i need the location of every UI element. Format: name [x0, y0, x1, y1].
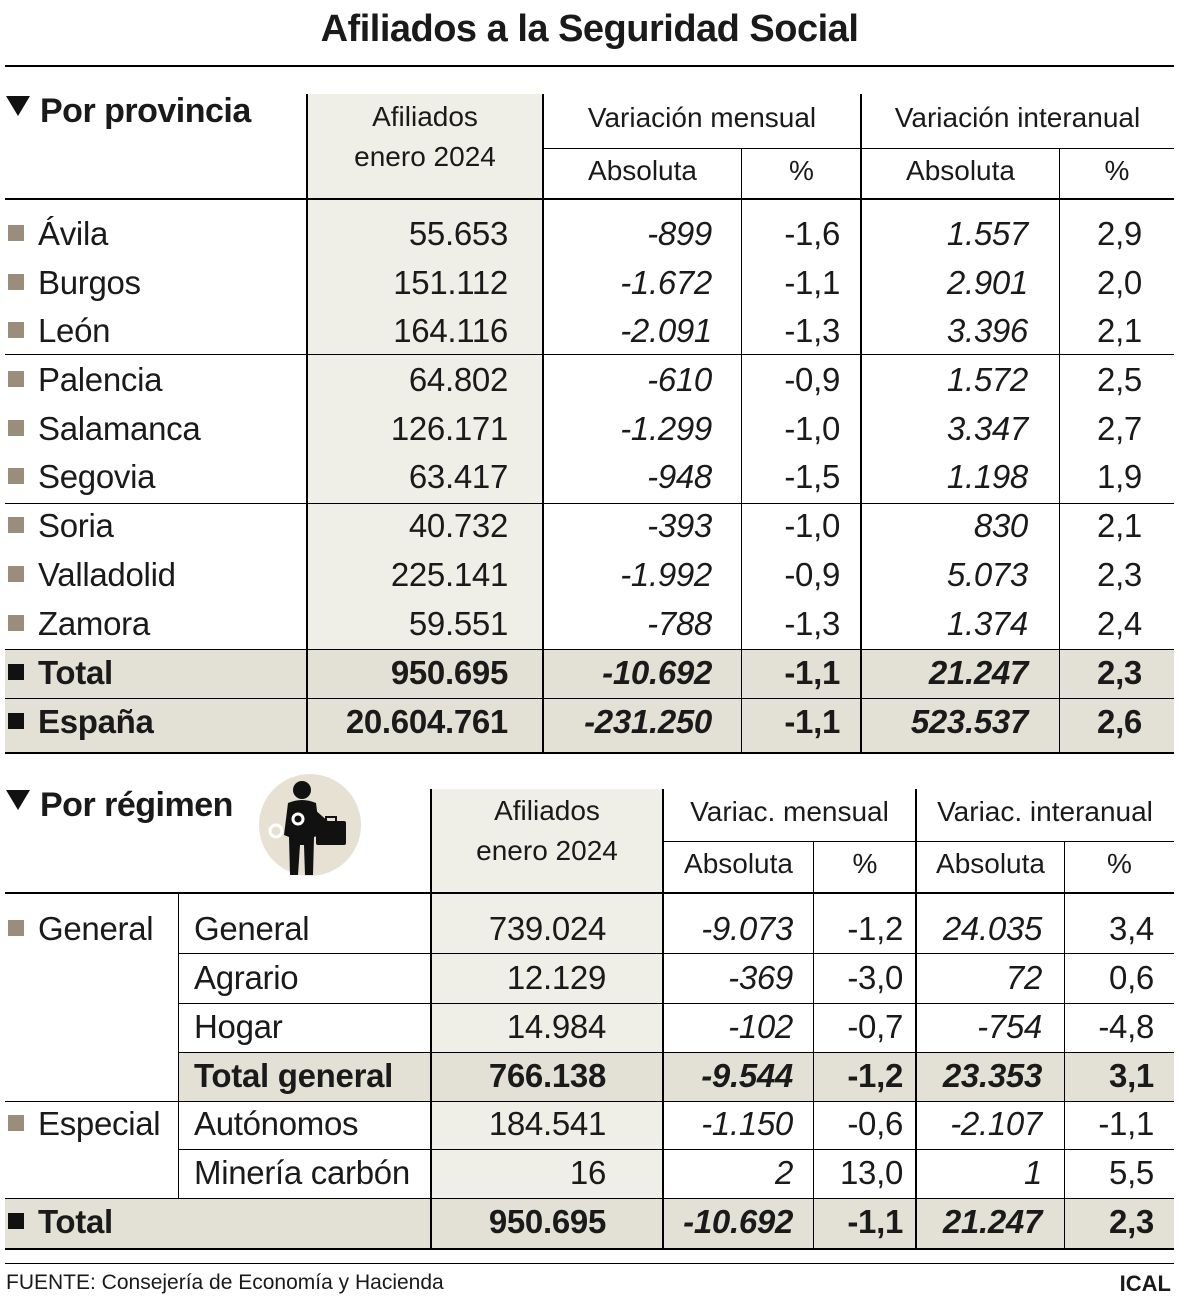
cell-mens_abs: -102 [728, 1008, 793, 1045]
column-rule [741, 148, 742, 753]
cell-afiliados: 40.732 [408, 507, 508, 544]
regime-name: Total general [194, 1057, 394, 1094]
cell-inter_pct: -4,8 [1098, 1008, 1154, 1045]
column-rule [430, 789, 432, 1249]
cell-inter_abs: 24.035 [942, 910, 1042, 947]
cell-inter_pct: 5,5 [1109, 1154, 1154, 1191]
page-title: Afiliados a la Seguridad Social [320, 8, 859, 50]
table-bottom-rule [5, 1248, 1174, 1250]
footer-rule [5, 1263, 1174, 1264]
triangle-down-icon [6, 790, 30, 810]
column-rule [306, 94, 308, 753]
cell-inter_pct: 2,0 [1097, 264, 1142, 301]
cell-mens_abs: -393 [647, 507, 712, 544]
header-pct-mensual: % [789, 155, 814, 186]
row-label [8, 1100, 160, 1148]
cell-inter_pct: 2,1 [1097, 312, 1142, 349]
cell-afiliados: 225.141 [390, 556, 508, 593]
cell-mens_abs: -1.299 [620, 410, 712, 447]
triangle-down-icon [6, 96, 30, 116]
cell-mens_pct: -1,2 [847, 910, 903, 947]
row-label [8, 210, 108, 258]
header-bottom-rule [5, 198, 1174, 200]
cell-mens_abs: -1.150 [701, 1105, 793, 1142]
row-label-text: Total [38, 1203, 113, 1240]
cell-inter_abs: 830 [973, 507, 1028, 544]
square-bullet-icon [8, 566, 24, 582]
row-label [8, 600, 150, 648]
regime-name: Hogar [194, 1008, 283, 1045]
cell-inter_pct: 2,9 [1097, 215, 1142, 252]
cell-mens_pct: -1,2 [847, 1057, 903, 1094]
cell-afiliados: 16 [569, 1154, 606, 1191]
header-abs-interanual: Absoluta [906, 155, 1015, 186]
header-var-mensual: Variac. mensual [690, 796, 889, 827]
row-label-text: Salamanca [38, 410, 201, 447]
cell-afiliados: 59.551 [408, 605, 508, 642]
cell-inter_abs: 5.073 [946, 556, 1028, 593]
row-label-text: Ávila [38, 215, 109, 252]
row-label-text: León [38, 312, 111, 349]
total-afiliados: 20.604.761 [345, 703, 508, 740]
cell-afiliados: 12.129 [506, 959, 606, 996]
cell-afiliados: 126.171 [390, 410, 508, 447]
cell-mens_pct: -0,9 [784, 361, 840, 398]
cell-inter_pct: 2,5 [1097, 361, 1142, 398]
row-label [8, 1198, 113, 1246]
cell-mens_pct: -1,3 [784, 312, 840, 349]
cell-inter_abs: 1.557 [946, 215, 1028, 252]
column-rule [1064, 841, 1065, 1249]
cell-inter_abs: 1.374 [946, 605, 1028, 642]
row-label [8, 698, 154, 746]
row-label-text: Especial [38, 1105, 161, 1142]
row-label [8, 307, 110, 355]
cell-afiliados: 164.116 [393, 312, 508, 349]
cell-inter_pct: 3,1 [1109, 1057, 1154, 1094]
row-label [8, 259, 141, 307]
cell-mens_abs: 2 [774, 1154, 793, 1191]
header-abs-mensual: Absoluta [684, 848, 793, 879]
table-bottom-rule [5, 752, 1174, 754]
cell-mens_abs: -9.544 [701, 1057, 793, 1094]
cell-mens_pct: -1,0 [784, 410, 840, 447]
header-var-interanual: Variac. interanual [937, 796, 1153, 827]
total-inter_pct: 2,6 [1097, 703, 1142, 740]
row-label-text: España [38, 703, 154, 740]
header-divider [543, 148, 1174, 149]
regime-name: Minería carbón [194, 1154, 410, 1191]
cell-mens_pct: -1,5 [784, 458, 840, 495]
column-rule [178, 893, 179, 1198]
cell-inter_pct: 2,3 [1097, 556, 1142, 593]
column-rule [813, 841, 814, 1249]
total-inter_abs: 21.247 [928, 654, 1028, 691]
cell-mens_pct: -0,7 [847, 1008, 903, 1045]
cell-afiliados: 55.653 [408, 215, 508, 252]
title-rule [5, 65, 1174, 67]
header-pct-mensual: % [852, 848, 878, 879]
cell-mens_abs: -788 [647, 605, 712, 642]
cell-mens_abs: -369 [728, 959, 793, 996]
square-bullet-icon [8, 664, 24, 680]
header-var-mensual: Variación mensual [587, 102, 817, 133]
row-label-text: Palencia [38, 361, 163, 398]
cell-inter_abs: 23.353 [942, 1057, 1042, 1094]
cell-afiliados: 739.024 [488, 910, 606, 947]
cell-mens_abs: -1.992 [620, 556, 712, 593]
row-label [8, 502, 114, 550]
square-bullet-icon [8, 322, 24, 338]
cell-inter_abs: 1.572 [946, 361, 1028, 398]
section-title-regimen: Por régimen [6, 786, 233, 825]
cell-mens_pct: -1,3 [784, 605, 840, 642]
square-bullet-icon [8, 920, 24, 936]
total-inter_pct: 2,3 [1097, 654, 1142, 691]
header-afiliados: Afiliados enero 2024 [354, 101, 496, 172]
square-bullet-icon [8, 1213, 24, 1229]
square-bullet-icon [8, 274, 24, 290]
cell-mens_pct: -0,6 [847, 1105, 903, 1142]
cell-afiliados: 64.802 [408, 361, 508, 398]
cell-inter_pct: 2,1 [1097, 507, 1142, 544]
regime-name: Autónomos [194, 1105, 359, 1142]
cell-inter_abs: 3.347 [946, 410, 1028, 447]
cell-mens_abs: -1.672 [620, 264, 712, 301]
agency-brand: ICAL [1119, 1271, 1171, 1296]
row-label-text: Soria [38, 507, 114, 544]
total-afiliados: 950.695 [390, 654, 508, 691]
cell-mens_pct: -1,1 [784, 264, 840, 301]
header-abs-interanual: Absoluta [936, 848, 1045, 879]
header-abs-mensual: Absoluta [588, 155, 697, 186]
cell-inter_pct: -1,1 [1098, 1105, 1154, 1142]
cell-mens_pct: -0,9 [784, 556, 840, 593]
row-label [8, 405, 200, 453]
cell-afiliados: 63.417 [408, 458, 508, 495]
total-inter_pct: 2,3 [1109, 1203, 1154, 1240]
cell-mens_abs: -9.073 [701, 910, 793, 947]
header-pct-interanual: % [1107, 848, 1132, 879]
total-inter_abs: 21.247 [942, 1203, 1042, 1240]
total-mens_abs: -10.692 [602, 654, 712, 691]
column-rule [915, 789, 917, 1249]
cell-inter_abs: 72 [1005, 959, 1042, 996]
regime-name: Agrario [194, 959, 299, 996]
total-mens_abs: -10.692 [683, 1203, 793, 1240]
square-bullet-icon [8, 1115, 24, 1131]
square-bullet-icon [8, 713, 24, 729]
section-title-provincia: Por provincia [6, 92, 251, 131]
total-mens_pct: -1,1 [784, 654, 840, 691]
column-rule [542, 94, 544, 753]
header-afiliados: Afiliados enero 2024 [476, 795, 618, 866]
row-label-text: Segovia [38, 458, 156, 495]
regime-name: General [194, 910, 310, 947]
cell-mens_pct: 13,0 [839, 1154, 903, 1191]
cell-mens_pct: -1,0 [784, 507, 840, 544]
cell-mens_abs: -948 [647, 458, 712, 495]
square-bullet-icon [8, 225, 24, 241]
cell-inter_abs: 3.396 [946, 312, 1028, 349]
square-bullet-icon [8, 615, 24, 631]
total-afiliados: 950.695 [488, 1203, 606, 1240]
column-rule [1059, 148, 1060, 753]
cell-mens_pct: -3,0 [847, 959, 903, 996]
row-label [8, 356, 162, 404]
square-bullet-icon [8, 517, 24, 533]
cell-mens_abs: -899 [647, 215, 712, 252]
header-var-interanual: Variación interanual [894, 102, 1141, 133]
total-mens_pct: -1,1 [847, 1203, 903, 1240]
cell-inter_abs: 2.901 [946, 264, 1028, 301]
worker-with-briefcase-icon [258, 773, 362, 879]
cell-inter_pct: 2,4 [1097, 605, 1142, 642]
row-label-text: Burgos [38, 264, 141, 301]
cell-mens_abs: -2.091 [620, 312, 712, 349]
cell-inter_abs: 1.198 [946, 458, 1028, 495]
cell-afiliados: 766.138 [488, 1057, 606, 1094]
header-bottom-rule [5, 892, 1174, 894]
cell-mens_abs: -610 [647, 361, 712, 398]
row-label-text: General [38, 910, 154, 947]
cell-inter_abs: -2.107 [950, 1105, 1042, 1142]
row-label [8, 905, 153, 953]
header-pct-interanual: % [1104, 155, 1130, 186]
square-bullet-icon [8, 371, 24, 387]
total-inter_abs: 523.537 [910, 703, 1028, 740]
row-label [8, 551, 176, 599]
cell-afiliados: 184.541 [488, 1105, 606, 1142]
column-rule [662, 789, 664, 1249]
row-label-text: Zamora [38, 605, 150, 642]
cell-afiliados: 151.112 [393, 264, 508, 301]
cell-inter_abs: -754 [977, 1008, 1042, 1045]
cell-inter_abs: 1 [1023, 1154, 1042, 1191]
column-rule [860, 94, 862, 753]
cell-inter_pct: 1,9 [1097, 458, 1142, 495]
row-label [8, 649, 113, 697]
cell-inter_pct: 3,4 [1109, 910, 1154, 947]
cell-mens_pct: -1,6 [784, 215, 840, 252]
row-label [8, 453, 155, 501]
total-mens_abs: -231.250 [584, 703, 712, 740]
total-mens_pct: -1,1 [784, 703, 840, 740]
square-bullet-icon [8, 468, 24, 484]
row-label-text: Total [38, 654, 113, 691]
square-bullet-icon [8, 420, 24, 436]
cell-afiliados: 14.984 [506, 1008, 606, 1045]
cell-inter_pct: 2,7 [1097, 410, 1142, 447]
source-note: FUENTE: Consejería de Economía y Hacienda [6, 1271, 444, 1294]
header-divider [663, 841, 1174, 842]
cell-inter_pct: 0,6 [1109, 959, 1154, 996]
row-label-text: Valladolid [38, 556, 176, 593]
